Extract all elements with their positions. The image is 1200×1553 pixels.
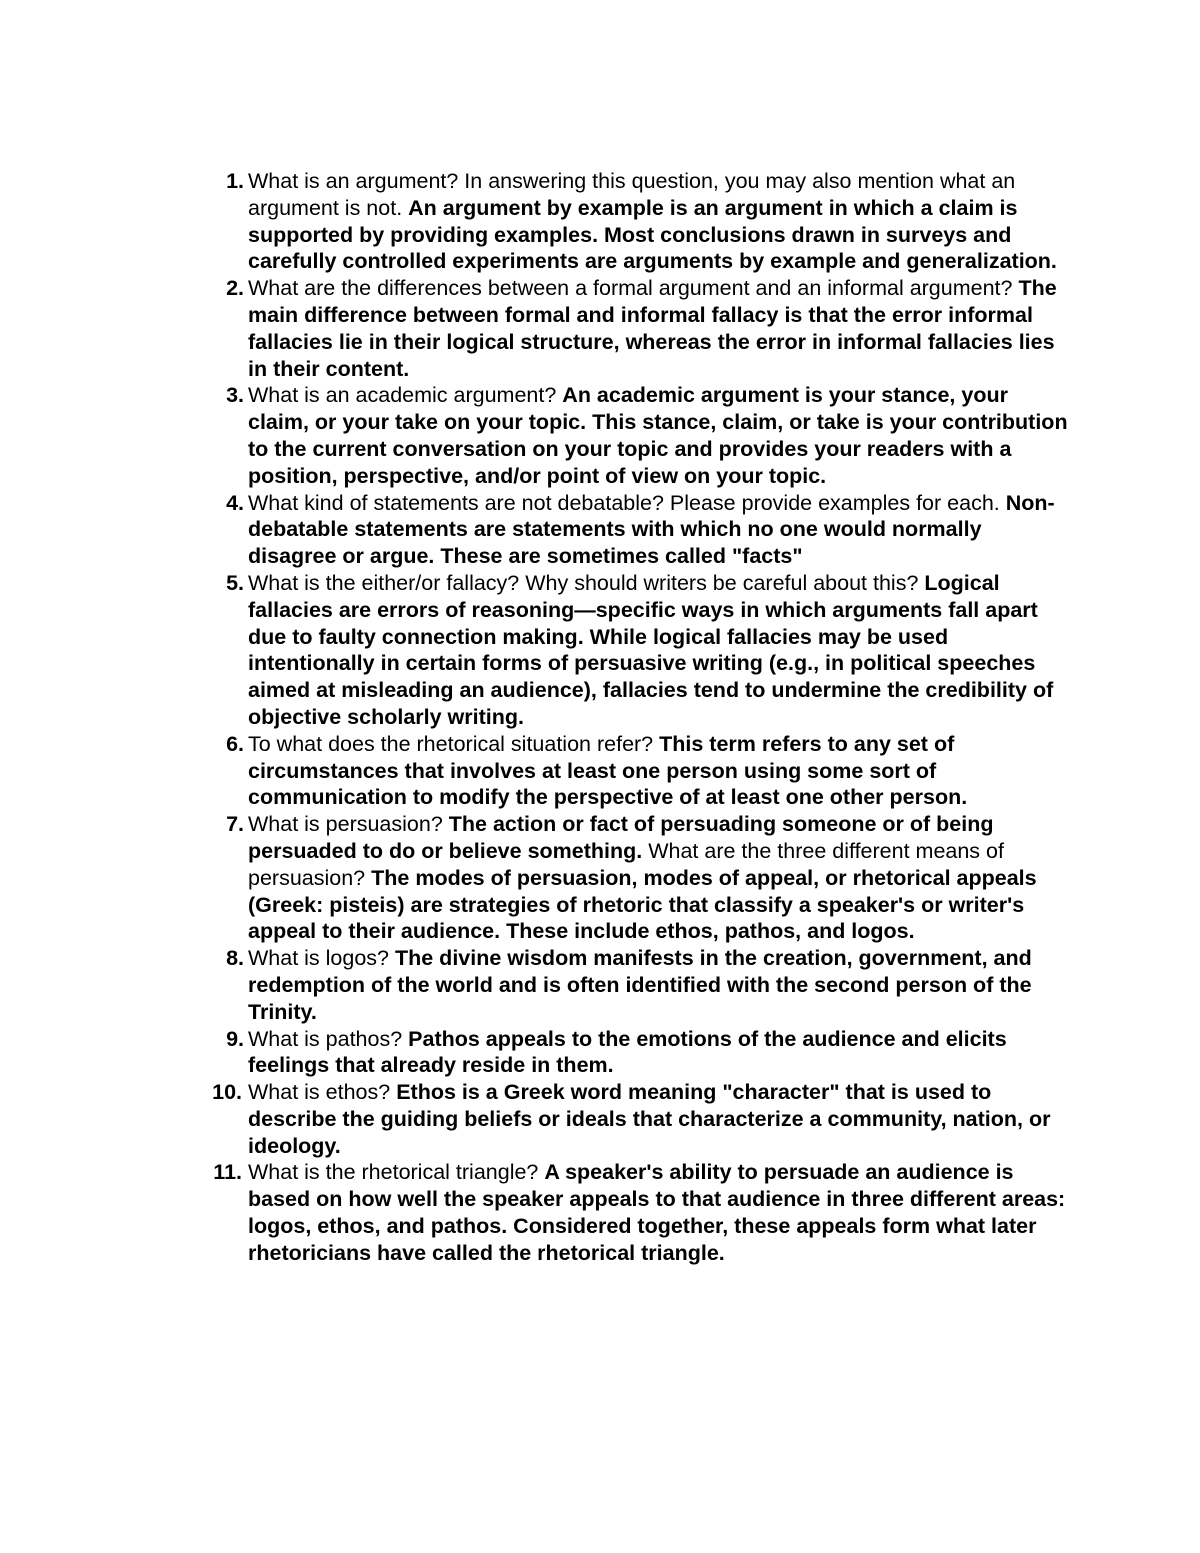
list-item	[208, 1159, 1068, 1266]
answer-text: Ethos is a Greek word meaning "character" that is used to describe the guiding beliefs or ideals that characterize a community, nation, or ideology.	[248, 1080, 1051, 1158]
list-item	[208, 731, 1068, 811]
list-item	[208, 168, 1068, 275]
question-text: What is an academic argument?	[248, 383, 563, 408]
item-text	[248, 812, 1037, 943]
question-text: What is logos?	[248, 946, 395, 971]
answer-text: An academic argument is your stance, your claim, or your take on your topic. This stance, claim, or take is your contribution to the current conversation on your topic and provides your readers with a position, perspective, and/or point of view on your topic.	[248, 383, 1068, 488]
list-item	[208, 570, 1068, 731]
item-number: 11.	[213, 1160, 242, 1185]
item-number: 8.	[226, 946, 244, 971]
question-text: What are the differences between a formal argument and an informal argument?	[248, 276, 1019, 301]
question-text: What is pathos?	[248, 1026, 409, 1051]
item-text	[248, 276, 1057, 380]
answer-text: Logical fallacies are errors of reasoning—specific ways in which arguments fall apart due to faulty connection making. While logical fallacies may be used intentionally in certain forms of persuasive writing (e.g., in political speeches aimed at misleading an audience), fallacies tend to undermine the credibility of objective scholarly writing.	[248, 570, 1054, 729]
answer-text: This term refers to any set of circumstances that involves at least one person using some sort of communication to modify the perspective of at least one other person.	[248, 731, 968, 810]
question-text: What is persuasion?	[248, 812, 449, 837]
item-text	[248, 169, 1057, 273]
item-number: 7.	[226, 812, 244, 837]
item-text	[248, 571, 1053, 729]
item-text	[248, 946, 1032, 1024]
item-text	[248, 1080, 1050, 1158]
answer-text: Pathos appeals to the emotions of the audience and elicits feelings that already reside in them.	[248, 1026, 1007, 1078]
list-item	[208, 1026, 1068, 1080]
question-text: What are the three different means of persuasion?	[248, 838, 1004, 890]
item-text	[248, 383, 1068, 487]
item-number: 1.	[226, 169, 244, 193]
answer-text: The modes of persuasion, modes of appeal, or rhetorical appeals (Greek: pisteis) are strategies of rhetoric that classify a speaker's or writer's appeal to their audience. These include ethos, pathos, and logos.	[248, 865, 1037, 944]
question-text: What is the either/or fallacy? Why should writers be careful about this?	[248, 570, 925, 595]
question-text: What is ethos?	[248, 1080, 397, 1105]
item-number: 10.	[212, 1080, 242, 1105]
list-item	[208, 811, 1068, 945]
answer-text: The main difference between formal and informal fallacy is that the error informal fallacies lie in their logical structure, whereas the error in informal fallacies lies in their content.	[248, 276, 1057, 381]
item-number: 2.	[226, 276, 244, 301]
item-text	[248, 1160, 1065, 1264]
item-number: 4.	[226, 490, 244, 515]
answer-text: A speaker's ability to persuade an audience is based on how well the speaker appeals to that audience in three different areas: logos, ethos, and pathos. Considered together, these appeals form what later rhetoricians have called the rhetorical triangle.	[248, 1160, 1066, 1265]
list-item	[208, 382, 1068, 489]
item-number: 3.	[226, 383, 244, 408]
answer-text: An argument by example is an argument in which a claim is supported by providing examples. Most conclusions drawn in surveys and carefully controlled experiments are arguments by example and generalization.	[248, 195, 1057, 274]
item-text	[248, 1027, 1007, 1078]
item-number: 5.	[226, 570, 244, 595]
question-text: To what does the rhetorical situation refer?	[248, 731, 660, 756]
list-item	[208, 275, 1068, 382]
list-item	[208, 1079, 1068, 1159]
question-answer-list	[208, 168, 1068, 1267]
list-item	[208, 490, 1068, 570]
item-text	[248, 491, 1055, 569]
answer-text: Non-debatable statements are statements with which no one would normally disagree or argue. These are sometimes called "facts"	[248, 490, 1055, 569]
answer-text: The action or fact of persuading someone or of being persuaded to do or believe something.	[248, 812, 994, 863]
answer-text: The divine wisdom manifests in the creation, government, and redemption of the world and is often identified with the second person of the Trinity.	[248, 946, 1032, 1024]
list-item	[208, 945, 1068, 1025]
question-text: What is the rhetorical triangle?	[248, 1160, 545, 1185]
question-text: What kind of statements are not debatable? Please provide examples for each.	[248, 490, 1006, 515]
item-text	[248, 732, 967, 810]
item-number: 6.	[226, 731, 244, 756]
question-text: What is an argument? In answering this question, you may also mention what an argument is not.	[248, 169, 1016, 220]
item-number: 9.	[226, 1026, 244, 1051]
